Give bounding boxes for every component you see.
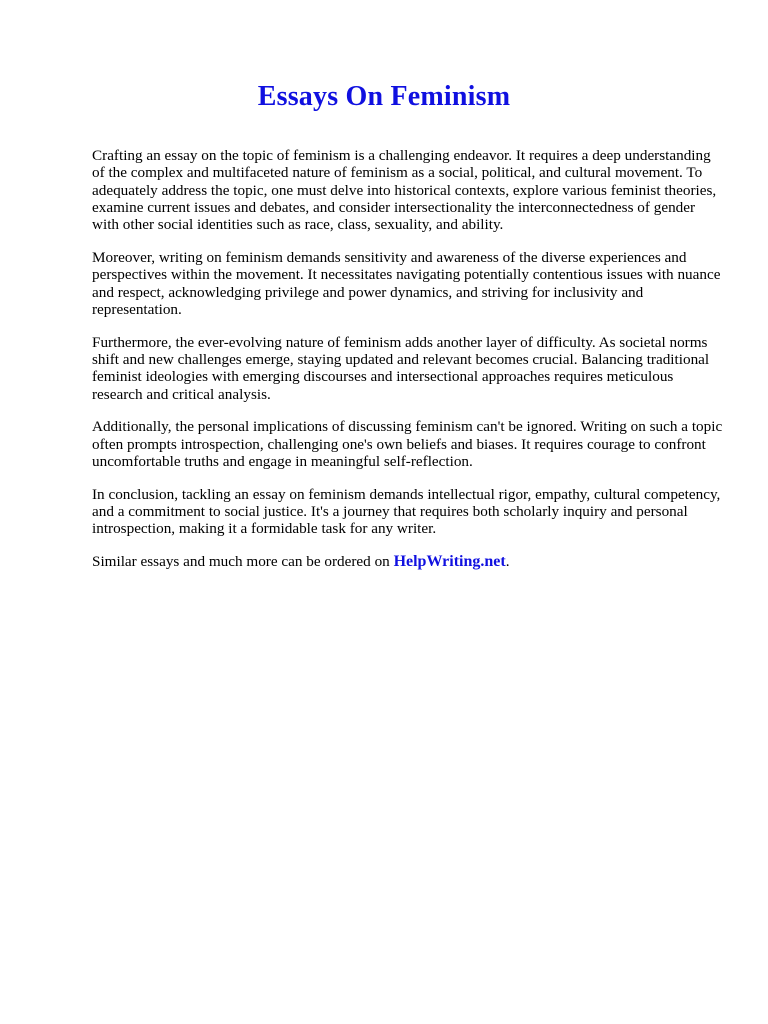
paragraph-2: Moreover, writing on feminism demands sensitivity and awareness of the diverse experiences and perspectives within the movement. It necessitates navigating potentially contentious issues with nuance and respect, acknowledging privilege and power dynamics, and striving for inclusivity and representation.	[92, 248, 721, 318]
paragraph-4: Additionally, the personal implications of discussing feminism can't be ignored. Writing on such a topic often prompts introspection, challenging one's own beliefs and biases. It requires courage to confront uncomfortable truths and engage in meaningful self-reflection.	[92, 418, 723, 470]
paragraph-5: In conclusion, tackling an essay on feminism demands intellectual rigor, empathy, cultural competency, and a commitment to social justice. It's a journey that requires both scholarly inquiry and personal introspection, making it a formidable task for any writer.	[92, 485, 721, 538]
document-body	[92, 147, 724, 570]
helpwriting-link[interactable]: HelpWriting.net	[393, 553, 506, 571]
paragraph-3: Furthermore, the ever-evolving nature of feminism adds another layer of difficulty. As societal norms shift and new challenges emerge, staying updated and relevant becomes crucial. Balancing traditional feminist ideologies with emerging discourses and intersectional approaches requires meticulous research and critical analysis.	[92, 333, 710, 403]
paragraph-1: Crafting an essay on the topic of feminism is a challenging endeavor. It requires a deep understanding of the complex and multifaceted nature of feminism as a social, political, and cultural movement. To adequately address the topic, one must delve into historical contexts, explore various feminist theories, examine current issues and debates, and consider intersectionality the interconnectedness of gender with other social identities such as race, class, sexuality, and ability.	[92, 147, 717, 234]
order-reference-line	[92, 553, 724, 570]
order-reference-prefix: Similar essays and much more can be ordered on	[92, 553, 394, 571]
order-reference-suffix: .	[505, 553, 510, 571]
document-title: Essays On Feminism	[257, 81, 511, 112]
